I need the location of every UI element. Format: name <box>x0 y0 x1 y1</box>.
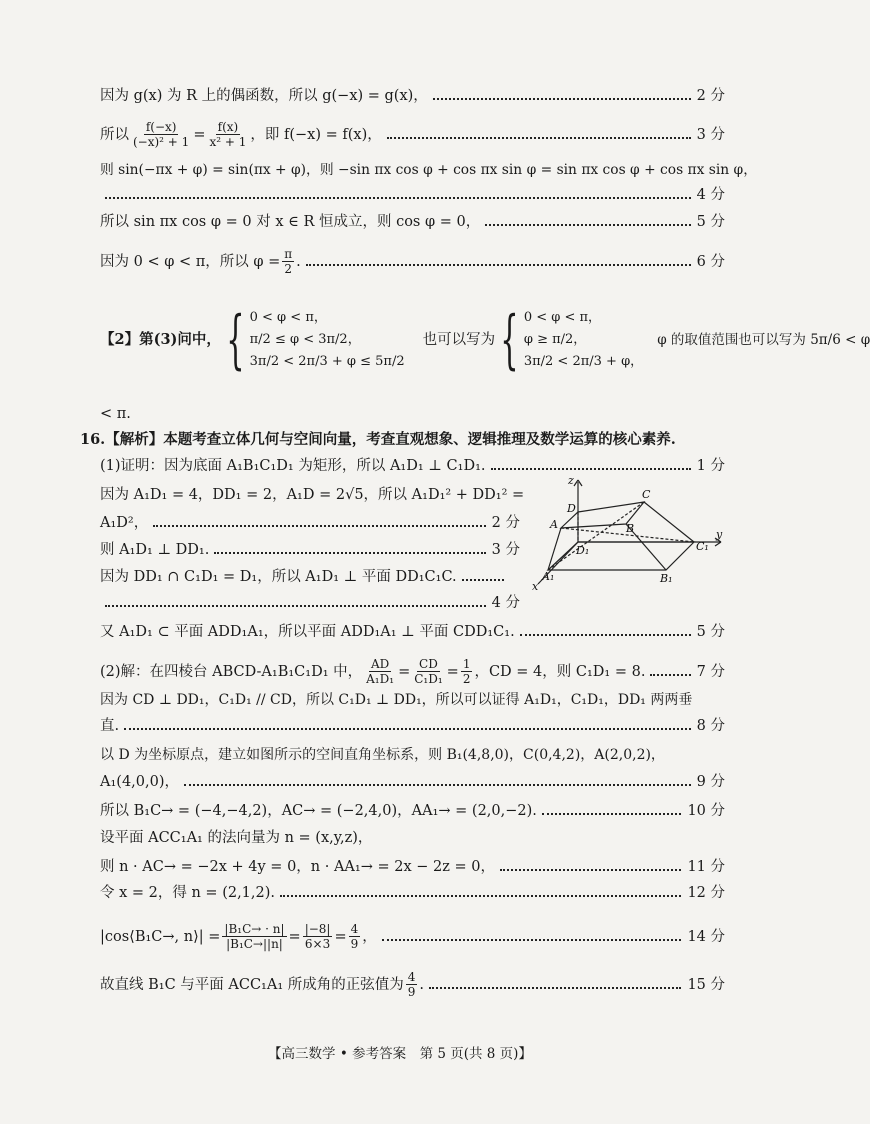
fraction: $\frac{f(x)}{\text{x² + 1}}$ <box>209 120 247 149</box>
label-c1: C₁ <box>696 540 709 553</box>
score: 5 分 <box>696 624 725 640</box>
section-heading: 16.【解析】本题考查立体几何与空间向量，考查直观想象、逻辑推理及数学运算的核心素养. <box>80 431 676 448</box>
solution-line: 令 x = 2，得 n = (2,1,2). 12 分 <box>100 885 725 901</box>
label-c: C <box>642 488 651 501</box>
score: 5 分 <box>696 214 725 230</box>
page-footer: 【高三数学 • 参考答案 第 5 页(共 8 页)】 <box>268 1046 532 1062</box>
score: 14 分 <box>687 928 725 945</box>
fraction: $\frac{1}{2}$ <box>462 657 471 686</box>
solution-line: 因为 CD ⊥ DD₁，C₁D₁ // CD，所以 C₁D₁ ⊥ DD₁，所以可以证得 A₁D₁，C₁D₁，DD₁ 两两垂 <box>100 692 693 708</box>
score: 8 分 <box>696 718 725 734</box>
solution-line: 则 A₁D₁ ⊥ DD₁. 3 分 <box>100 542 520 558</box>
solution-line: A₁(4,0,0)， 9 分 <box>100 774 725 790</box>
score: 15 分 <box>687 976 725 993</box>
solution-line <box>100 593 520 613</box>
solution-line: 因为 g(x) 为 R 上的偶函数，所以 g(−x) = g(x)， 2 分 <box>100 88 725 104</box>
solution-line: (1)证明：因为底面 A₁B₁C₁D₁ 为矩形，所以 A₁D₁ ⊥ C₁D₁. 1 分 <box>100 458 725 474</box>
frustum-figure <box>526 472 726 592</box>
solution-line: 故直线 B₁C 与平面 ACC₁A₁ 所成角的正弦值为 $\frac{4}{9}$ . 15 分 <box>100 970 725 999</box>
solution-line: 所以 sin πx cos φ = 0 对 x ∈ R 恒成立，则 cos φ = 0， 5 分 <box>100 214 725 230</box>
solution-line <box>100 185 725 205</box>
label-y: y <box>716 528 723 541</box>
solution-line: 则 sin(−πx + φ) = sin(πx + φ)，则 −sin πx cos φ + cos πx sin φ = sin πx cos φ + cos πx sin φ， <box>100 162 758 178</box>
solution-line: 直. 8 分 <box>100 718 725 734</box>
solution-line: 所以 B₁C→ = (−4,−4,2)，AC→ = (−2,4,0)，AA₁→ = (2,0,−2). 10 分 <box>100 803 725 819</box>
label-b1: B₁ <box>660 572 673 585</box>
solution-line: < π. <box>100 406 131 422</box>
score: 10 分 <box>687 803 725 819</box>
score: 3 分 <box>696 126 725 143</box>
solution-line: |cos⟨B₁C→, n⟩| = $\frac{\text{|B₁C→ · n|}}{\text{|B₁C→||n|}}$ = $\frac{|-8|}{6\times 3}$ = $\frac{4}{9}$ ， 14 分 <box>100 922 725 951</box>
score: 9 分 <box>696 774 725 790</box>
label-d1: D₁ <box>576 544 590 557</box>
fraction: $\frac{f(-x)}{\text{(−x)² + 1}}$ <box>133 120 190 149</box>
score: 12 分 <box>687 885 725 901</box>
score: 2 分 <box>491 515 520 531</box>
fraction: $\frac{\pi}{2}$ <box>284 247 293 276</box>
fraction: $\frac{|-8|}{6\times 3}$ <box>304 922 331 951</box>
solution-line: 则 n · AC→ = −2x + 4y = 0，n · AA₁→ = 2x − 2z = 0， 11 分 <box>100 859 725 875</box>
score: 6 分 <box>696 253 725 270</box>
score: 3 分 <box>491 542 520 558</box>
score: 4 分 <box>696 187 725 203</box>
score: 4 分 <box>491 595 520 611</box>
label-a: A <box>550 518 558 531</box>
fraction: $\frac{\text{|B₁C→ · n|}}{\text{|B₁C→||n|}}$ <box>224 922 285 951</box>
solution-line: 又 A₁D₁ ⊂ 平面 ADD₁A₁，所以平面 ADD₁A₁ ⊥ 平面 CDD₁C₁. 5 分 <box>100 624 725 640</box>
score: 11 分 <box>687 859 725 875</box>
fraction: $\frac{CD}{\text{C₁D₁}}$ <box>414 657 443 686</box>
bottom-face <box>548 542 694 570</box>
inequality-system: 0 < φ < π， φ ≥ π/2， 3π/2 < 2π/3 + φ， <box>523 310 644 369</box>
solution-line: 设平面 ACC₁A₁ 的法向量为 n = (x,y,z)， <box>100 830 373 846</box>
inequality-system: 0 < φ < π， π/2 ≤ φ < 3π/2， 3π/2 < 2π/3 + φ ≤ 5π/2 <box>249 310 405 369</box>
label-b: B <box>626 522 635 535</box>
solution-line: 因为 A₁D₁ = 4，DD₁ = 2，A₁D = 2√5，所以 A₁D₁² + DD₁² = <box>100 487 525 503</box>
label-a1: A₁ <box>542 570 555 583</box>
solution-line: 以 D 为坐标原点，建立如图所示的空间直角坐标系，则 B₁(4,8,0)，C(0,4,2)，A(2,0,2)， <box>100 747 665 763</box>
fraction: $\frac{4}{9}$ <box>407 970 416 999</box>
solution-line: 因为 DD₁ ∩ C₁D₁ = D₁，所以 A₁D₁ ⊥ 平面 DD₁C₁C. <box>100 567 520 587</box>
label-d: D <box>567 502 576 515</box>
solution-line: (2)解：在四棱台 ABCD-A₁B₁C₁D₁ 中， $\frac{AD}{\text{A₁D₁}}$ = $\frac{CD}{\text{C₁D₁}}$ = $\frac{1}{2}$ ，CD = 4，则 C₁D₁ = 8. 7 分 <box>100 657 725 686</box>
fraction: $\frac{AD}{\text{A₁D₁}}$ <box>366 657 395 686</box>
remark-block: 【2】第(3)问中， { 0 < φ < π， π/2 ≤ φ < 3π/2， 3π/2 < 2π/3 + φ ≤ 5π/2 也可以写为 { 0 < φ < π， φ ≥ π/2， 3π/2 < 2π/3 + φ， φ 的取值范围也可以写为 5π/6 < φ <box>100 303 870 377</box>
solution-line: A₁D²， 2 分 <box>100 515 520 531</box>
score: 2 分 <box>696 88 725 104</box>
score: 7 分 <box>696 663 725 680</box>
label-x: x <box>532 580 539 593</box>
fraction: $\frac{4}{9}$ <box>350 922 359 951</box>
score: 1 分 <box>696 458 725 474</box>
solution-line: 因为 0 < φ < π，所以 φ = $\frac{\pi}{2}$ . 6 分 <box>100 247 725 276</box>
solution-line: 所以 $\frac{f(-x)}{\text{(−x)² + 1}}$ = $\frac{f(x)}{\text{x² + 1}}$ ，即 f(−x) = f(x)， 3 分 <box>100 120 725 149</box>
label-z: z <box>568 474 574 487</box>
